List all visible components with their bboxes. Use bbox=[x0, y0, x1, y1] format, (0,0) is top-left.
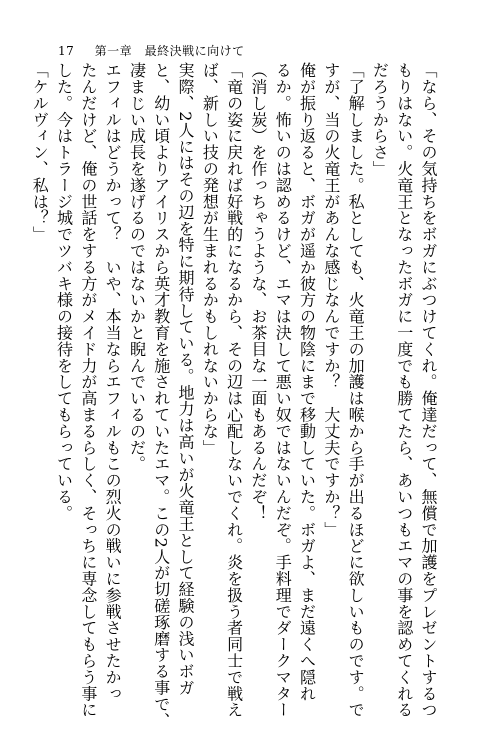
text-line: だろうからさ」 bbox=[370, 62, 390, 177]
text-line: たんだけど、俺の世話をする方がメイド力が高まるらしく、そっちに専念してもらう事に bbox=[78, 62, 98, 718]
chapter-title: 第一章 最終決戦に向けて bbox=[94, 44, 245, 58]
text-line: した。今はトラージ城でツバキ様の接待をしてもらっている。 bbox=[54, 62, 74, 522]
text-line: 凄まじい成長を遂げるのではないかと睨んでいるのだ。 bbox=[127, 62, 147, 472]
text-line: ば、新しい技の発想が生まれるかもしれないからな」 bbox=[200, 62, 220, 456]
text-line: 「了解しました。私としても、火竜王の加護は喉から手が出るほどに欲しいものです。で bbox=[346, 62, 366, 718]
text-line: 「ケルヴィン、私は？」 bbox=[30, 62, 50, 243]
text-line: 実際、2人にはその辺を特に期待している。地力は高いが火竜王として経験の浅いボガ bbox=[176, 62, 196, 696]
body-text bbox=[27, 62, 440, 729]
text-line: 俺が振り返ると、ボガが遥か彼方の物陰にまで移動していた。ボガよ、まだ遠くへ隠れ bbox=[297, 62, 317, 702]
running-header bbox=[58, 42, 245, 59]
text-line: もりはない。火竜王となったボガに一度でも勝てたら、あいつもエマの事を認めてくれる bbox=[394, 62, 414, 718]
text-line: （消し炭）を作っちゃうような、お茶目な一面もあるんだぞ！ bbox=[248, 62, 268, 522]
text-line: と、幼い頃よりアイリスから英才教育を施されていたエマ。この2人が切磋琢磨する事で、 bbox=[151, 62, 171, 729]
text-line: すが、当の火竜王があんな感じなんですか？ 大丈夫ですか？」 bbox=[321, 62, 341, 538]
text-line: 「竜の姿に戻れば好戦的になるから、その辺は心配しないでくれ。炎を扱う者同士で戦え bbox=[224, 62, 244, 718]
text-line: るか。怖いのは認めるけど、エマは決して悪い奴ではないんだぞ。手料理でダークマター bbox=[273, 62, 293, 718]
text-line: エフィルはどうかって？ いや、本当ならエフィルもこの烈火の戦いに参戦させたかっ bbox=[103, 62, 123, 702]
text-line: 「なら、その気持ちをボガにぶつけてくれ。俺達だって、無償で加護をプレゼントするつ bbox=[419, 62, 438, 718]
page-number: 17 bbox=[58, 44, 75, 58]
